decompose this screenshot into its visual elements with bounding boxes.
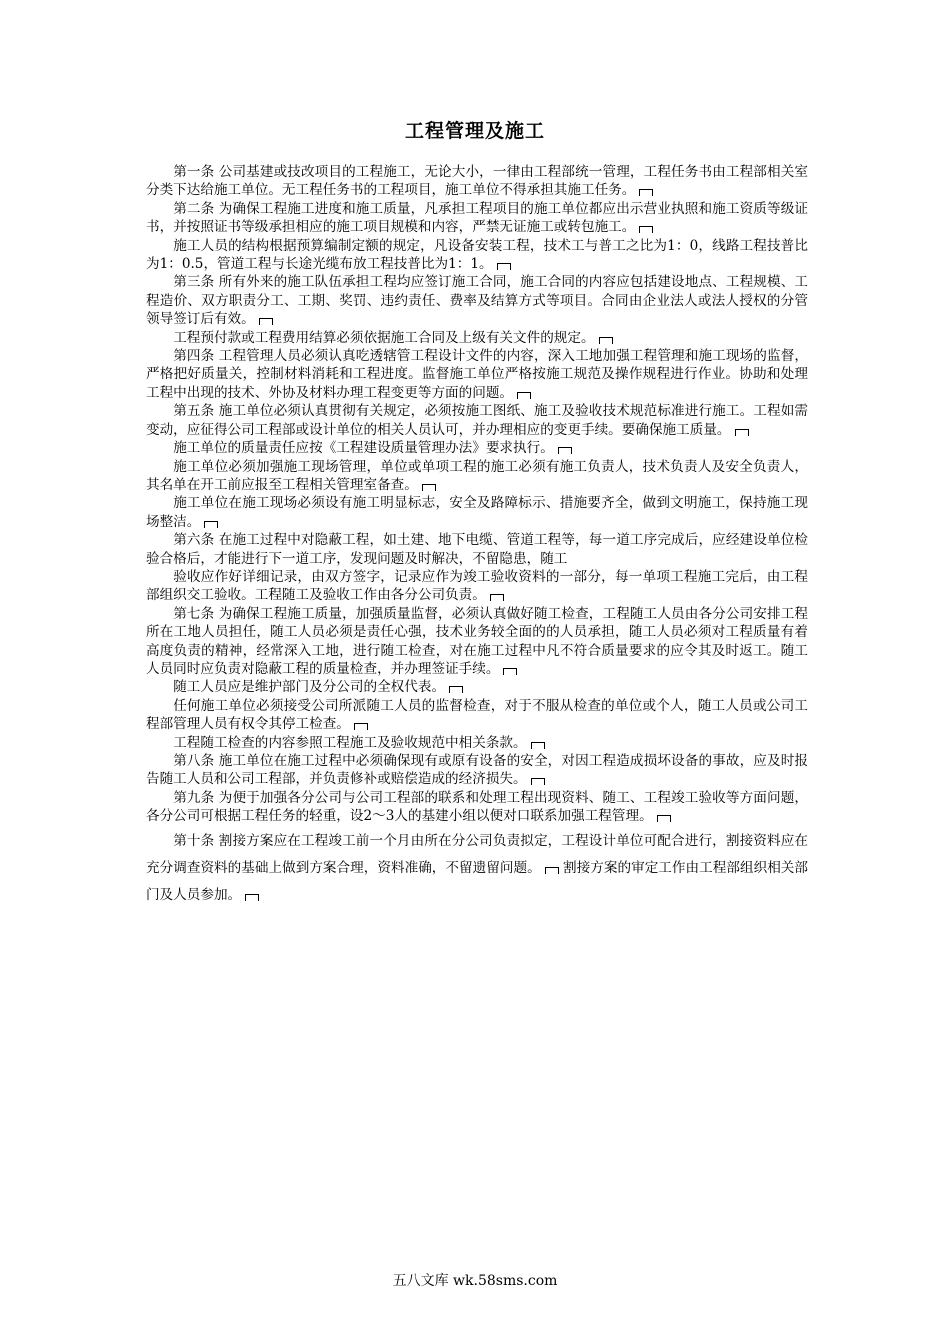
paragraph-mark-icon [204,521,218,528]
paragraph: 施工单位在施工现场必须设有施工明显标志，安全及路障标示、措施要齐全，做到文明施工，保持施工现场整洁。 [146,495,808,530]
paragraph: 第八条 施工单位在施工过程中必须确保现有或原有设备的安全，对因工程造成损坏设备的事故，应及时报告随工人员和公司工程部，并负责修补或赔偿造成的经济损失。 [146,753,808,788]
paragraph-mark-icon [449,686,463,693]
paragraph-mark-icon [531,742,545,749]
paragraph-mark-icon [497,263,511,270]
paragraph: 施工单位必须加强施工现场管理，单位或单项工程的施工必须有施工负责人，技术负责人及安全负责人，其名单在开工前应报至工程相关管理室备查。 [146,458,808,493]
paragraph: 施工人员的结构根据预算编制定额的规定，凡设备安装工程，技术工与普工之比为1：0，线路工程技普比为1：0.5，管道工程与长途光缆布放工程技普比为1：1。 [146,237,808,273]
paragraph: 任何施工单位必须接受公司所派随工人员的监督检查，对于不服从检查的单位或个人，随工人员或公司工程部管理人员有权令其停工检查。 [146,697,808,733]
paragraph: 第七条 为确保工程施工质量，加强质量监督，必须认真做好随工检查，工程随工人员由各分公司安排工程所在工地人员担任，随工人员必须是责任心强，技术业务较全面的的人员承担，随工人员必须对工程质量有着高度负责的精神，经常深入工地，进行随工检查，对在施工过程中凡不符合质量要求的应令其及时返工。随工人员同时应负责对隐蔽工程的质量检查，并办理签证手续。 [146,605,808,677]
paragraph-mark-icon [545,867,559,874]
paragraph: 施工单位的质量责任应按《工程建设质量管理办法》要求执行。 [146,439,808,457]
paragraph-mark-icon [599,337,613,344]
paragraph-mark-icon [245,894,259,901]
paragraph: 第三条 所有外来的施工队伍承担工程均应签订施工合同，施工合同的内容应包括建设地点、工程规模、工程造价、双方职责分工、工期、奖罚、违约责任、费率及结算方式等项目。合同由企业法人或法人授权的分管领导签订后有效。 [146,274,808,328]
paragraph: 第二条 为确保工程施工进度和施工质量，凡承担工程项目的施工单位都应出示营业执照和施工资质等级证书，并按照证书等级承担相应的施工项目规模和内容，严禁无证施工或转包施工。 [146,200,808,236]
paragraph: 第九条 为便于加强各分公司与公司工程部的联系和处理工程出现资料、随工、工程竣工验收等方面问题，各分公司可根据工程任务的轻重，设2～3人的基建小组以便对口联系加强工程管理。 [146,789,808,825]
paragraph-mark-icon [490,594,504,601]
paragraph-mark-icon [259,318,273,325]
paragraph: 第十条 割接方案应在工程竣工前一个月由所在分公司负责拟定，工程设计单位可配合进行，割接资料应在充分调查资料的基础上做到方案合理，资料准确，不留遗留问题。 割接方案的审定工作由工程部组织相关部门及人员参加。 [146,832,809,903]
paragraph-mark-icon [422,484,436,491]
paragraph: 随工人员应是维护部门及分公司的全权代表。 [146,678,808,696]
paragraph-mark-icon [735,429,749,436]
paragraph: 第六条 在施工过程中对隐蔽工程，如土建、地下电缆、管道工程等，每一道工序完成后，应经建设单位检验合格后，才能进行下一道工序，发现问题及时解决，不留隐患，随工 [146,532,808,567]
paragraph: 工程预付款或工程费用结算必须依据施工合同及上级有关文件的规定。 [146,329,808,347]
paragraph: 第四条 工程管理人员必须认真吃透辖管工程设计文件的内容，深入工地加强工程管理和施工现场的监督，严格把好质量关，控制材料消耗和工程进度。监督施工单位严格按施工规范及操作规程进行作业。协助和处理工程中出现的技术、外协及材料办理工程变更等方面的问题。 [146,348,808,401]
paragraph-mark-icon [531,778,545,785]
paragraph-mark-icon [639,189,653,196]
paragraph-mark-icon [657,815,671,822]
document-title: 工程管理及施工 [404,120,545,142]
paragraph: 第一条 公司基建或技改项目的工程施工，无论大小，一律由工程部统一管理，工程任务书由工程部相关室分类下达给施工单位。无工程任务书的工程项目，施工单位不得承担其施工任务。 [146,164,808,199]
paragraph-mark-icon [639,226,653,233]
paragraph: 第五条 施工单位必须认真贯彻有关规定，必须按施工图纸、施工及验收技术规范标准进行施工。工程如需变动，应征得公司工程部或设计单位的相关人员认可，并办理相应的变更手续。要确保施工质量。 [146,403,808,438]
paragraph: 工程随工检查的内容参照工程施工及验收规范中相关条款。 [146,734,808,752]
paragraph-mark-icon [517,392,531,399]
document-body [146,163,808,909]
page-footer: 五八文库 wk.58sms.com [392,1273,558,1289]
paragraph-mark-icon [558,447,572,454]
paragraph: 验收应作好详细记录，由双方签字，记录应作为竣工验收资料的一部分，每一单项工程施工完后，由工程部组织交工验收。工程随工及验收工作由各分公司负责。 [146,568,808,604]
paragraph-mark-icon [503,668,517,675]
paragraph-mark-icon [354,723,368,730]
